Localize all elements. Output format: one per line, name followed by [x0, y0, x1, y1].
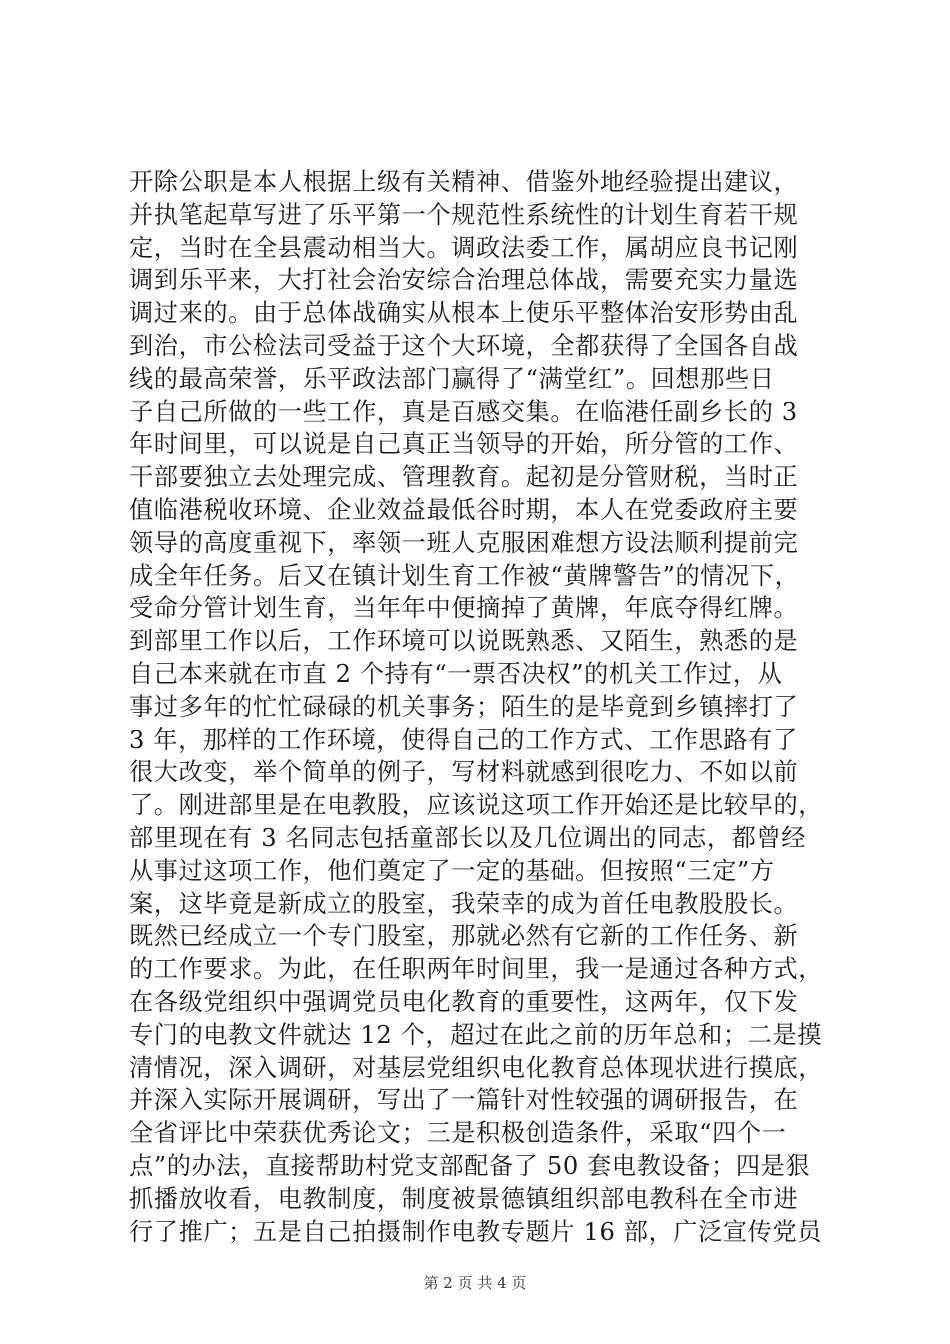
text-line: 专门的电教文件就达 12 个，超过在此之前的历年总和；二是摸 [129, 1020, 823, 1049]
text-line: 值临港税收环境、企业效益最低谷时期，本人在党委政府主要 [129, 495, 799, 524]
text-line: 了。刚进部里是在电教股，应该说这项工作开始还是比较早的， [129, 791, 824, 820]
text-line: 到部里工作以后，工作环境可以说既熟悉、又陌生，熟悉的是 [129, 627, 799, 656]
text-line: 的工作要求。为此，在任职两年时间里，我一是通过各种方式， [129, 955, 824, 984]
text-line: 既然已经成立一个专门股室，那就必然有它新的工作任务、新 [129, 922, 799, 951]
text-line: 很大改变，举个简单的例子，写材料就感到很吃力、不如以前 [129, 758, 799, 787]
text-line: 受命分管计划生育，当年年中便摘掉了黄牌，年底夺得红牌。 [129, 594, 799, 623]
text-line: 调到乐平来，大打社会治安综合治理总体战，需要充实力量选 [129, 266, 799, 295]
text-line: 点”的办法，直接帮助村党支部配备了 50 套电教设备；四是狠 [129, 1151, 811, 1180]
text-line: 抓播放收看，电教制度，制度被景德镇组织部电教科在全市进 [129, 1184, 799, 1213]
page-footer: 第 2 页 共 4 页 [423, 1274, 527, 1292]
text-line: 3 年，那样的工作环境，使得自己的工作方式、工作思路有了 [129, 725, 798, 754]
text-line: 到治，市公检法司受益于这个大环境，全都获得了全国各自战 [129, 331, 799, 360]
text-line: 年时间里，可以说是自己真正当领导的开始，所分管的工作、 [129, 430, 799, 459]
text-line: 成全年任务。后又在镇计划生育工作被“黄牌警告”的情况下， [129, 561, 800, 590]
text-line: 开除公职是本人根据上级有关精神、借鉴外地经验提出建议， [129, 168, 799, 196]
body-text [129, 166, 841, 1248]
text-line: 子自己所做的一些工作，真是百感交集。在临港任副乡长的 3 [129, 397, 798, 426]
text-line: 领导的高度重视下，率领一班人克服困难想方设法顺利提前完 [129, 528, 799, 557]
text-line: 并执笔起草写进了乐平第一个规范性系统性的计划生育若干规 [129, 200, 799, 229]
text-line: 全省评比中荣获优秀论文；三是积极创造条件，采取“四个一 [129, 1119, 787, 1148]
text-line: 自己本来就在市直 2 个持有“一票否决权”的机关工作过，从 [129, 659, 783, 688]
text-line: 行了推广；五是自己拍摄制作电教专题片 16 部，广泛宣传党员 [129, 1217, 823, 1246]
text-line: 线的最高荣誉，乐平政法部门赢得了“满堂红”。回想那些日 [129, 364, 775, 393]
text-line: 从事过这项工作，他们奠定了一定的基础。但按照“三定”方 [129, 856, 775, 885]
text-line: 案，这毕竟是新成立的股室，我荣幸的成为首任电教股股长。 [129, 889, 799, 918]
text-line: 在各级党组织中强调党员电化教育的重要性，这两年，仅下发 [129, 987, 799, 1016]
text-line: 并深入实际开展调研，写出了一篇针对性较强的调研报告，在 [129, 1086, 799, 1115]
text-line: 事过多年的忙忙碌碌的机关事务；陌生的是毕竟到乡镇摔打了 [129, 692, 799, 721]
text-line: 清情况，深入调研，对基层党组织电化教育总体现状进行摸底， [129, 1053, 824, 1082]
text-line: 部里现在有 3 名同志包括童部长以及几位调出的同志，都曾经 [129, 823, 807, 852]
text-line: 定，当时在全县震动相当大。调政法委工作，属胡应良书记刚 [129, 233, 799, 262]
text-line: 调过来的。由于总体战确实从根本上使乐平整体治安形势由乱 [129, 299, 799, 328]
text-line: 干部要独立去处理完成、管理教育。起初是分管财税，当时正 [129, 463, 799, 492]
